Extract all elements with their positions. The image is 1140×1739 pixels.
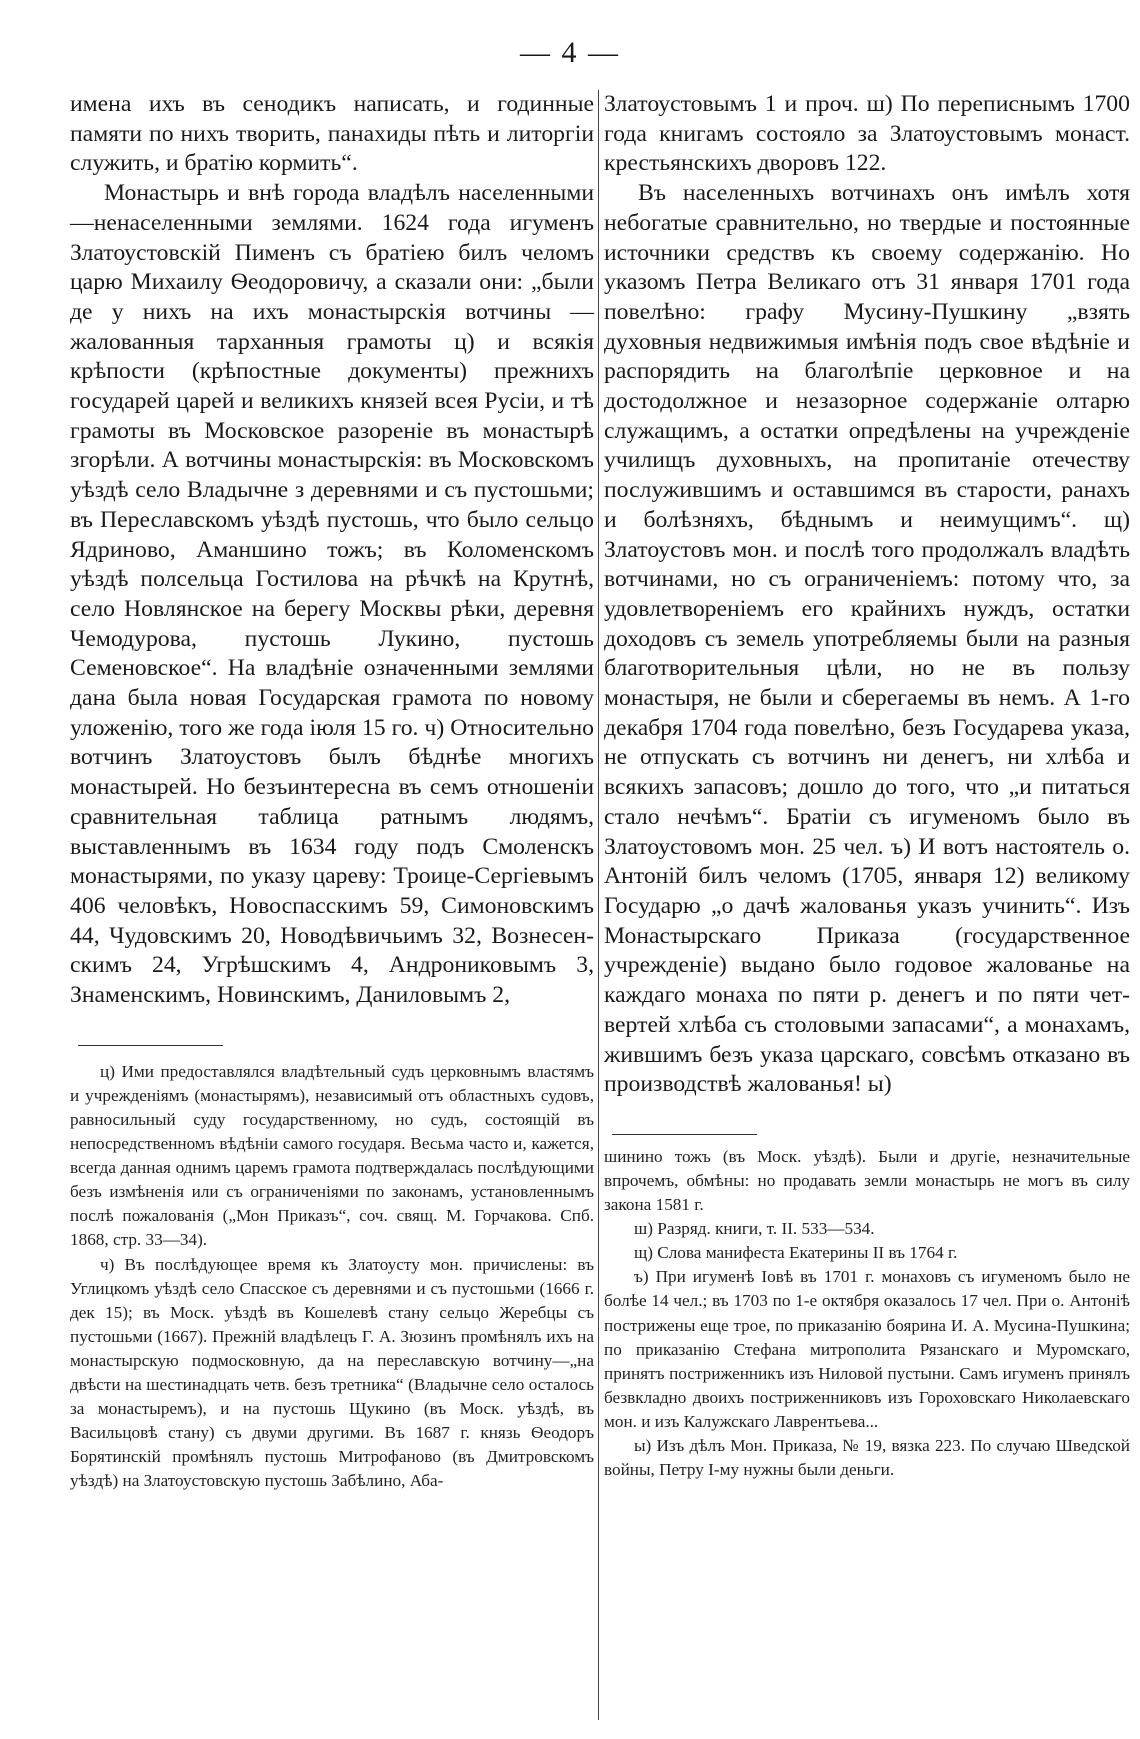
footnote-sh: ш) Разряд. книги, т. II. 533—534. <box>634 1219 875 1239</box>
right-paragraph-1: Златоустовымъ 1 и проч. ш) По переписнымъ 1700 года книгамъ состояло за Златоустовымъ монаст. крестьянскихъ дворовъ 122. <box>604 91 1130 177</box>
footnote-shch: щ) Слова манифеста Екатерины II въ 1764 г. <box>634 1243 958 1263</box>
left-footnotes <box>70 1060 594 1494</box>
right-paragraph-2: Въ населенныхъ вотчинахъ онъ имѣлъ хотя небогатые сравнительно, но твердые и постоянные источники средствъ къ своему содержанію. Но указомъ Петра Великаго отъ 31 января 1701 года повелѣно: графу Мусину-Пушкину „взять духовныя недвижимыя имѣнія подъ свое вѣдѣніе и распорядить на благолѣпіе церковное и на достодолжное и незазорное содержаніе олтарю служащимъ, а остатки опредѣлены на учрежденіе училищъ духовныхъ, на пропитаніе отечеству послужившимъ и оставшимся въ старости, ранахъ и болѣзняхъ, бѣднымъ и неимущимъ“. щ) Златоустовъ мон. и послѣ того продолжалъ владѣть вотчинами, но съ ограниченіемъ: потому что, за удовлетвореніемъ его крайнихъ нуждъ, остатки доходовъ съ земель употребляемы были на разныя благотворительныя цѣли, но не въ пользу монастыря, не были и сберегаемы въ немъ. А 1-го декабря 1704 года повелѣно, безъ Государева указа, не отпускать съ вотчинъ ни денегъ, ни хлѣба и всякихъ запасовъ; дошло до того, что „и питаться стало нечѣмъ“. Братіи съ игуменомъ было въ Златоустовомъ мон. 25 чел. ъ) И вотъ настоятель о. Антоній билъ челомъ (1705, января 12) великому Государю „о дачѣ жалованья указъ учинить“. Изъ Монастырскаго Приказа (государственное учрежденіе) выдано было годовое жалованье на каждаго монаха по пяти р. денегъ и по пяти четвертей хлѣба съ столовыми запасами“, а монахамъ, жившимъ безъ указа царскаго, совсѣмъ отказано въ производствѣ жалованья! ы) <box>604 180 1130 1098</box>
left-body-text <box>70 90 594 1011</box>
footnote-ts: ц) Ими предоставлялся владѣтельный судъ церковнымъ властямъ и учрежденіямъ (монастырямъ), независимый отъ областныхъ судовъ, равносильный суду государственному, но судъ, состоящій въ непосредственномъ вѣдѣніи самого государя. Весьма часто и, кажется, всегда данная однимъ царемъ грамота подтверждалась послѣдующими безъ измѣненія или съ ограниченіями по законамъ, установленнымъ послѣ пожалованія („Мон Приказъ“, соч. свящ. М. Горчакова. Спб. 1868, стр. 33—34). <box>70 1061 594 1250</box>
footnote-ch: ч) Въ послѣдующее время къ Златоусту мон. причислены: въ Углицкомъ уѣздѣ село Спасское съ деревнями и съ пустошьми (1666 г. дек 15); въ Моск. уѣздѣ въ Кошелевѣ стану сельцо Жеребцы съ пустошьми (1667). Прежній владѣлецъ Г. А. Зюзинъ промѣнялъ ихъ на монастырскую подмосковную, да на переславскую вотчину—„на двѣсти на шестинадцать четв. безъ третника“ (Владычне село осталось за монастыремъ), и на пустошь Щукино (въ Моск. уѣздѣ, въ Васильцовѣ стану) съ двуми другими. Въ 1687 г. князь Ѳеодоръ Борятинскій промѣнялъ пустошь Митрофаново (въ Дмитровскомъ уѣздѣ) на Златоустовскую пустошь Забѣлино, Аба- <box>70 1254 594 1491</box>
footnote-continuation: шинино тожъ (въ Моск. уѣздѣ). Были и другіе, незначительные впрочемъ, обмѣны: но продавать земли монастырь не могъ въ силу закона 1581 г. <box>604 1146 1130 1215</box>
footnote-y: ы) Изъ дѣлъ Мон. Приказа, № 19, вязка 223. По случаю Шведской войны, Петру I-му нужны были деньги. <box>604 1436 1130 1480</box>
right-body-text <box>604 90 1130 1100</box>
right-footnotes <box>604 1145 1130 1482</box>
page-number: — 4 — <box>520 36 620 69</box>
left-paragraph-1: имена ихъ въ сенодикъ написать, и годинные памяти по нихъ творить, панахиды пѣть и литоргіи служить, и братію кормить“. <box>70 91 594 177</box>
left-column <box>70 90 594 1493</box>
footnote-hard-sign: ъ) При игуменѣ Іовѣ въ 1701 г. монаховъ съ игуменомъ было не болѣе 14 чел.; въ 1703 по 1-е октября оказалось 17 чел. При о. Антоніѣ пострижены еще трое, по приказанію боярина И. А. Мусина-Пушкина; по приказанію Стефана митрополита Рязанскаго и Муромскаго, принятъ постриженникъ изъ Ниловой пустыни. Самъ игуменъ принялъ безвкладно двоихъ постриженниковъ изъ Гороховскаго Николаевскаго мон. и изъ Калужскаго Лаврентьева... <box>604 1267 1130 1431</box>
column-divider <box>598 90 599 1720</box>
right-column <box>604 90 1130 1482</box>
left-paragraph-2: Монастырь и внѣ города владѣлъ населенными—ненаселенными землями. 1624 года игуменъ Златоустовскій Пименъ съ братіею билъ челомъ царю Михаилу Ѳеодоровичу, а сказали они: „были де у нихъ на ихъ монастырскія вотчины — жалованныя тарханныя грамоты ц) и всякія крѣпости (крѣпостные документы) прежнихъ государей царей и великихъ князей всея Русіи, и тѣ грамоты въ Московское разореніе въ монастырѣ згорѣли. А вотчины монастырскія: въ Московскомъ уѣздѣ село Владычне з деревнями и съ пустошьми; въ Переславскомъ уѣздѣ пустошь, что было сельцо Ядриново, Аманшино тожъ; въ Коломенскомъ уѣздѣ полсельца Гостилова на рѣчкѣ на Крутнѣ, село Новлянское на берегу Москвы рѣки, деревня Чемодурова, пустошь Лукино, пустошь Семеновское“. На владѣніе означенными землями дана была новая Государская грамота по новому уложенію, того же года іюля 15 го. ч) Относительно вотчинъ Златоустовъ былъ бѣднѣе многихъ монастырей. Но безъинтересна въ семъ отношеніи сравнительная таблица ратнымъ людямъ, выставленнымъ въ 1634 году подъ Смоленскъ монастырями, по указу цареву: Троице-Сергіевымъ 406 человѣкъ, Новоспасскимъ 59, Симоновскимъ 44, Чудовскимъ 20, Новодѣвичьимъ 32, Вознесенскимъ 24, Угрѣшскимъ 4, Андрониковымъ 3, Знаменскимъ, Новинскимъ, Даниловымъ 2, <box>70 180 594 1009</box>
